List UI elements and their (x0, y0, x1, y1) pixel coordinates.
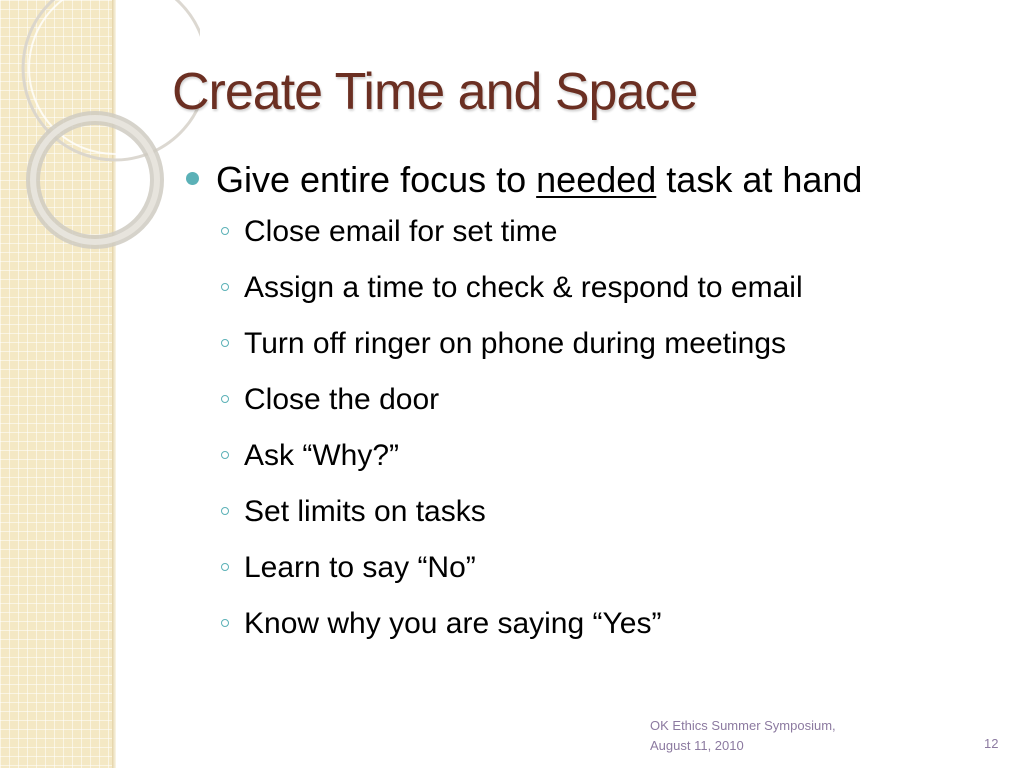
sub-bullet-text: Set limits on tasks (244, 495, 486, 528)
sub-bullet-text: Assign a time to check & respond to email (244, 271, 803, 304)
bullet-dot-icon (186, 172, 199, 185)
sub-bullet-text: Learn to say “No” (244, 551, 476, 584)
sub-bullet-text: Ask “Why?” (244, 439, 400, 472)
hollow-bullet-icon (221, 563, 229, 571)
sub-bullet-text: Close the door (244, 383, 440, 416)
page-number: 12 (984, 736, 999, 751)
sub-bullet-text: Turn off ringer on phone during meetings (244, 327, 787, 360)
sub-bullet-item (186, 210, 862, 266)
bullet-text-emphasis: needed (536, 159, 657, 200)
hollow-bullet-icon (221, 283, 229, 291)
sub-bullet-item (186, 602, 862, 658)
footer-line-1: OK Ethics Summer Symposium, (650, 718, 836, 733)
sub-bullet-item (186, 378, 862, 434)
sub-bullet-item (186, 434, 862, 490)
hollow-bullet-icon (221, 339, 229, 347)
sub-bullet-text: Know why you are saying “Yes” (244, 607, 662, 640)
hollow-bullet-icon (221, 619, 229, 627)
bullet-text-before: Give entire focus to (216, 159, 537, 200)
hollow-bullet-icon (221, 395, 229, 403)
bullet-text-after: task at hand (656, 159, 863, 200)
hollow-bullet-icon (221, 227, 229, 235)
hollow-bullet-icon (221, 451, 229, 459)
slide-content (186, 156, 862, 658)
decorative-ring-bottom-highlight (33, 118, 157, 242)
sub-bullet-text: Close email for set time (244, 215, 558, 248)
bullet-level1 (186, 156, 862, 204)
footer-event-info (650, 716, 836, 756)
decorative-rings (0, 0, 200, 260)
footer-line-2: August 11, 2010 (650, 738, 744, 753)
sub-bullet-item (186, 322, 862, 378)
hollow-bullet-icon (221, 507, 229, 515)
sub-bullet-item (186, 546, 862, 602)
sub-bullet-item (186, 266, 862, 322)
slide-title: Create Time and Space (172, 63, 698, 121)
sub-bullet-item (186, 490, 862, 546)
sub-bullet-list (186, 210, 862, 658)
